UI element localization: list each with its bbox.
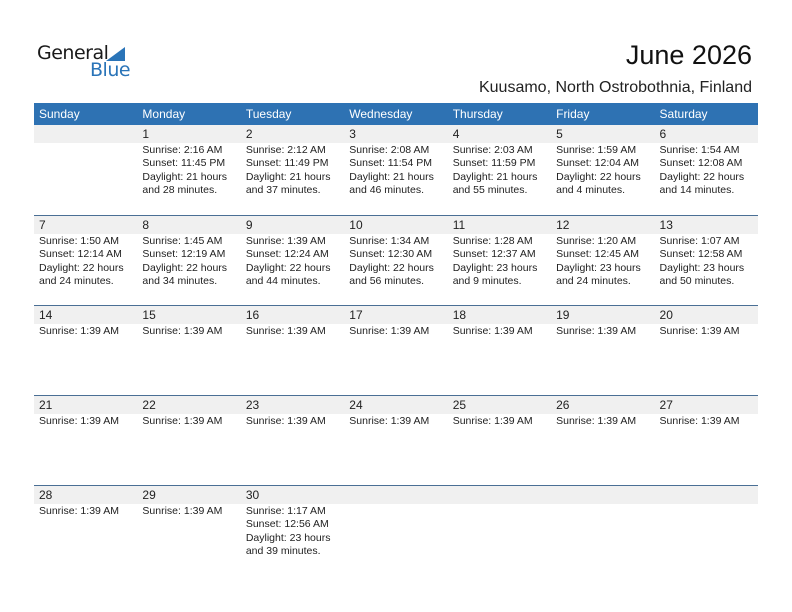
- day-info: [448, 324, 551, 338]
- day-cell: [34, 486, 137, 575]
- day-number: 25: [448, 396, 551, 414]
- day-number: 5: [551, 125, 654, 143]
- day-info: [241, 324, 344, 338]
- day-cell: [448, 396, 551, 485]
- day-info: [137, 414, 240, 428]
- info-line: and 46 minutes.: [349, 184, 424, 197]
- info-line: Sunrise: 1:39 AM: [452, 415, 533, 427]
- info-line: Sunrise: 2:12 AM: [245, 144, 326, 156]
- info-line: Daylight: 23 hours: [556, 261, 641, 274]
- day-info: [655, 143, 758, 198]
- day-info: [344, 324, 447, 338]
- info-line: Sunrise: 1:39 AM: [349, 325, 430, 337]
- day-number: 2: [241, 125, 344, 143]
- info-line: Daylight: 21 hours: [452, 170, 538, 183]
- day-info: [344, 143, 447, 198]
- info-line: Sunrise: 1:39 AM: [659, 415, 740, 427]
- info-line: Sunrise: 1:28 AM: [452, 235, 533, 247]
- day-number: 23: [241, 396, 344, 414]
- info-line: Sunrise: 1:39 AM: [245, 235, 326, 247]
- day-info: [344, 414, 447, 428]
- weekday-header: [34, 103, 758, 125]
- day-cell: [655, 396, 758, 485]
- day-cell: [655, 216, 758, 305]
- info-line: Sunrise: 1:39 AM: [349, 415, 430, 427]
- info-line: Daylight: 22 hours: [659, 170, 745, 183]
- day-number: [655, 486, 758, 504]
- day-cell: [344, 306, 447, 395]
- day-number: 8: [137, 216, 240, 234]
- info-line: Daylight: 23 hours: [452, 261, 538, 274]
- empty-cell: [34, 125, 137, 215]
- day-info: [448, 414, 551, 428]
- info-line: Sunrise: 2:03 AM: [452, 144, 533, 156]
- day-number: 4: [448, 125, 551, 143]
- day-number: 10: [344, 216, 447, 234]
- day-cell: [241, 486, 344, 575]
- info-line: Sunrise: 1:39 AM: [142, 505, 223, 517]
- weekday-tuesday: Tuesday: [245, 107, 292, 121]
- info-line: and 50 minutes.: [659, 275, 735, 288]
- empty-cell: [344, 486, 447, 575]
- info-line: Sunrise: 1:50 AM: [39, 235, 119, 247]
- day-cell: [137, 396, 240, 485]
- day-number: 3: [344, 125, 447, 143]
- info-line: Daylight: 22 hours: [39, 261, 124, 274]
- info-line: Sunrise: 2:08 AM: [349, 144, 430, 156]
- weekday-thursday: Thursday: [452, 107, 503, 121]
- day-info: [655, 414, 758, 428]
- day-info: [34, 504, 137, 518]
- day-number: 13: [655, 216, 758, 234]
- info-line: Sunset: 12:24 AM: [245, 248, 329, 261]
- day-number: 28: [34, 486, 137, 504]
- day-info: [655, 234, 758, 289]
- day-info: [137, 504, 240, 518]
- day-info: [241, 504, 344, 559]
- day-info: [137, 324, 240, 338]
- day-number: 29: [137, 486, 240, 504]
- day-number: [551, 486, 654, 504]
- day-info: [241, 414, 344, 428]
- info-line: Sunrise: 1:45 AM: [142, 235, 223, 247]
- weekday-friday: Friday: [556, 107, 590, 121]
- day-cell: [655, 125, 758, 215]
- info-line: and 9 minutes.: [452, 275, 522, 288]
- day-number: 27: [655, 396, 758, 414]
- weekday-wednesday: Wednesday: [349, 107, 413, 121]
- info-line: Sunset: 11:59 PM: [452, 157, 536, 170]
- info-line: Daylight: 21 hours: [349, 170, 434, 183]
- info-line: Daylight: 22 hours: [349, 261, 434, 274]
- info-line: Sunrise: 1:20 AM: [556, 235, 637, 247]
- info-line: and 14 minutes.: [659, 184, 735, 197]
- week-row: [34, 215, 758, 305]
- day-info: [344, 234, 447, 289]
- day-info: [137, 143, 240, 198]
- weekday-monday: Monday: [142, 107, 186, 121]
- info-line: and 34 minutes.: [142, 275, 218, 288]
- day-cell: [137, 306, 240, 395]
- info-line: Sunrise: 2:16 AM: [142, 144, 223, 156]
- info-line: Sunset: 11:45 PM: [142, 157, 226, 170]
- info-line: Sunrise: 1:39 AM: [245, 325, 326, 337]
- day-number: 24: [344, 396, 447, 414]
- day-cell: [551, 306, 654, 395]
- page-title: June 2026: [625, 40, 752, 70]
- day-number: [344, 486, 447, 504]
- info-line: Sunrise: 1:39 AM: [452, 325, 533, 337]
- day-number: 1: [137, 125, 240, 143]
- info-line: Sunrise: 1:54 AM: [659, 144, 740, 156]
- info-line: Sunset: 12:19 AM: [142, 248, 226, 261]
- day-cell: [448, 306, 551, 395]
- day-number: 6: [655, 125, 758, 143]
- day-cell: [34, 306, 137, 395]
- info-line: Sunrise: 1:39 AM: [39, 325, 119, 337]
- day-number: 17: [344, 306, 447, 324]
- logo-general: General: [37, 42, 109, 64]
- day-cell: [241, 396, 344, 485]
- info-line: and 37 minutes.: [245, 184, 321, 197]
- day-info: [34, 414, 137, 428]
- info-line: Daylight: 23 hours: [659, 261, 745, 274]
- info-line: Daylight: 23 hours: [245, 531, 331, 544]
- weekday-saturday: Saturday: [659, 107, 708, 121]
- day-cell: [137, 486, 240, 575]
- week-row: [34, 395, 758, 485]
- day-info: [551, 324, 654, 338]
- week-row: [34, 305, 758, 395]
- day-info: [34, 234, 137, 289]
- info-line: and 56 minutes.: [349, 275, 424, 288]
- info-line: Daylight: 22 hours: [556, 170, 641, 183]
- day-number: 16: [241, 306, 344, 324]
- weekday-sunday: Sunday: [39, 107, 80, 121]
- day-cell: [344, 216, 447, 305]
- info-line: and 39 minutes.: [245, 545, 321, 558]
- info-line: Sunset: 12:30 AM: [349, 248, 433, 261]
- info-line: and 28 minutes.: [142, 184, 218, 197]
- logo: [37, 42, 137, 82]
- info-line: Sunrise: 1:34 AM: [349, 235, 430, 247]
- day-cell: [241, 125, 344, 215]
- info-line: Sunset: 11:54 PM: [349, 157, 432, 170]
- day-info: [551, 234, 654, 289]
- day-cell: [551, 125, 654, 215]
- info-line: Daylight: 22 hours: [142, 261, 228, 274]
- info-line: Sunrise: 1:39 AM: [556, 415, 637, 427]
- day-number: 11: [448, 216, 551, 234]
- empty-cell: [551, 486, 654, 575]
- day-number: [34, 125, 137, 143]
- info-line: Sunrise: 1:39 AM: [556, 325, 637, 337]
- day-number: 7: [34, 216, 137, 234]
- day-number: 9: [241, 216, 344, 234]
- info-line: Sunset: 12:58 AM: [659, 248, 743, 261]
- empty-cell: [655, 486, 758, 575]
- day-cell: [448, 216, 551, 305]
- day-number: 15: [137, 306, 240, 324]
- day-number: 18: [448, 306, 551, 324]
- day-info: [551, 414, 654, 428]
- info-line: Sunset: 11:49 PM: [245, 157, 329, 170]
- day-info: [655, 324, 758, 338]
- empty-cell: [448, 486, 551, 575]
- info-line: Sunset: 12:04 AM: [556, 157, 639, 170]
- day-cell: [551, 396, 654, 485]
- info-line: Daylight: 22 hours: [245, 261, 331, 274]
- day-cell: [655, 306, 758, 395]
- day-number: 21: [34, 396, 137, 414]
- info-line: Sunrise: 1:39 AM: [39, 505, 119, 517]
- info-line: Sunrise: 1:39 AM: [39, 415, 119, 427]
- week-row: [34, 485, 758, 575]
- day-number: [448, 486, 551, 504]
- day-info: [448, 143, 551, 198]
- day-cell: [344, 396, 447, 485]
- day-number: 14: [34, 306, 137, 324]
- info-line: Sunrise: 1:39 AM: [142, 415, 223, 427]
- day-info: [448, 234, 551, 289]
- day-cell: [241, 216, 344, 305]
- info-line: Daylight: 21 hours: [142, 170, 228, 183]
- day-cell: [241, 306, 344, 395]
- day-cell: [137, 216, 240, 305]
- day-cell: [137, 125, 240, 215]
- day-cell: [34, 396, 137, 485]
- info-line: and 24 minutes.: [556, 275, 631, 288]
- info-line: and 44 minutes.: [245, 275, 321, 288]
- info-line: Sunrise: 1:39 AM: [142, 325, 223, 337]
- info-line: Daylight: 21 hours: [245, 170, 331, 183]
- info-line: Sunset: 12:37 AM: [452, 248, 536, 261]
- day-info: [551, 143, 654, 198]
- day-cell: [448, 125, 551, 215]
- info-line: and 4 minutes.: [556, 184, 625, 197]
- day-cell: [34, 216, 137, 305]
- day-info: [241, 234, 344, 289]
- day-number: 22: [137, 396, 240, 414]
- day-number: 26: [551, 396, 654, 414]
- info-line: Sunrise: 1:59 AM: [556, 144, 637, 156]
- day-info: [241, 143, 344, 198]
- day-info: [34, 324, 137, 338]
- day-number: 12: [551, 216, 654, 234]
- info-line: Sunrise: 1:39 AM: [245, 415, 326, 427]
- calendar: [34, 103, 758, 575]
- location-subtitle: Kuusamo, North Ostrobothnia, Finland: [478, 79, 752, 96]
- info-line: Sunset: 12:56 AM: [245, 518, 329, 531]
- info-line: and 24 minutes.: [39, 275, 114, 288]
- day-cell: [344, 125, 447, 215]
- day-number: 20: [655, 306, 758, 324]
- info-line: Sunset: 12:14 AM: [39, 248, 122, 261]
- info-line: Sunset: 12:08 AM: [659, 157, 743, 170]
- day-number: 30: [241, 486, 344, 504]
- week-row: [34, 125, 758, 215]
- info-line: Sunrise: 1:39 AM: [659, 325, 740, 337]
- day-cell: [551, 216, 654, 305]
- info-line: Sunset: 12:45 AM: [556, 248, 639, 261]
- info-line: Sunrise: 1:17 AM: [245, 505, 326, 517]
- day-info: [137, 234, 240, 289]
- logo-blue: Blue: [90, 59, 131, 81]
- info-line: and 55 minutes.: [452, 184, 528, 197]
- info-line: Sunrise: 1:07 AM: [659, 235, 740, 247]
- day-number: 19: [551, 306, 654, 324]
